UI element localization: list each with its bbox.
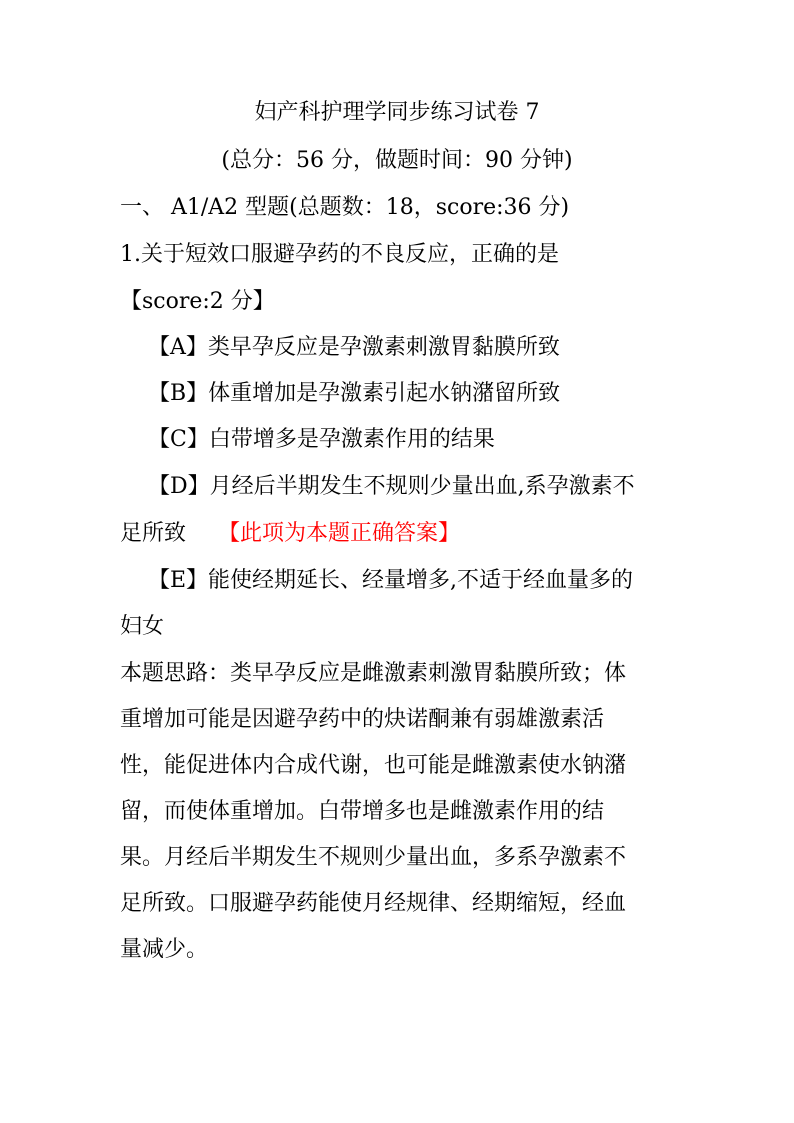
- explanation-line: 本题思路：类早孕反应是雌激素刺激胃黏膜所致；体: [120, 661, 627, 686]
- explanation-line: 留，而使体重增加。白带增多也是雌激素作用的结: [120, 799, 605, 824]
- explanation-line: 果。月经后半期发生不规则少量出血，多系孕激素不: [120, 845, 627, 870]
- exam-summary: (总分：56 分，做题时间：90 分钟): [221, 148, 573, 173]
- option-b: 【B】体重增加是孕激素引起水钠潴留所致: [148, 381, 561, 406]
- correct-answer-marker: 【此项为本题正确答案】: [218, 521, 461, 546]
- option-a: 【A】类早孕反应是孕激素刺激胃黏膜所致: [148, 335, 560, 360]
- option-e-line2: 妇女: [120, 614, 165, 639]
- option-e-line1: 【E】能使经期延长、经量增多,不适于经血量多的: [148, 568, 634, 593]
- explanation-line: 足所致。口服避孕药能使月经规律、经期缩短，经血: [120, 891, 627, 916]
- explanation-line: 性，能促进体内合成代谢，也可能是雌激素使水钠潴: [120, 753, 627, 778]
- option-d-line1: 【D】月经后半期发生不规则少量出血,系孕激素不: [148, 474, 635, 499]
- explanation-line: 重增加可能是因避孕药中的炔诺酮兼有弱雄激素活: [120, 707, 605, 732]
- explanation-line: 量减少。: [120, 937, 209, 962]
- option-c: 【C】白带增多是孕激素作用的结果: [148, 427, 495, 452]
- document-title: 妇产科护理学同步练习试卷 7: [254, 100, 540, 125]
- section-heading: 一、 A1/A2 型题(总题数：18，score:36 分): [120, 195, 570, 220]
- option-d-line2: [120, 519, 680, 549]
- question-score: 【score:2 分】: [120, 289, 275, 314]
- option-d-continuation: 足所致: [120, 521, 187, 546]
- question-stem: 1.关于短效口服避孕药的不良反应，正确的是: [120, 242, 559, 267]
